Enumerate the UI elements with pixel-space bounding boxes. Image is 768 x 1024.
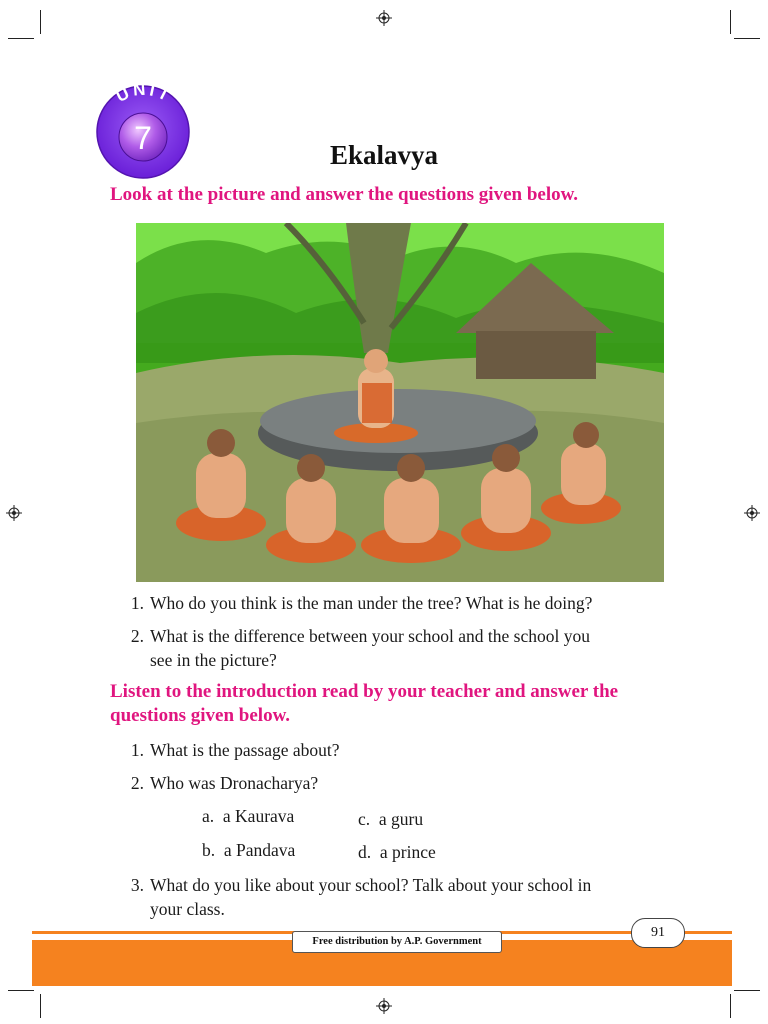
question-number: 2. xyxy=(130,773,144,793)
question-number: 2. xyxy=(130,626,144,646)
illustration-image xyxy=(136,223,664,582)
list-item xyxy=(122,873,662,921)
option-text: a prince xyxy=(379,842,436,862)
question-text: What do you like about your school? Talk about your school in xyxy=(150,875,592,895)
registration-mark-icon xyxy=(6,505,22,521)
option-letter: b. xyxy=(202,840,216,860)
question-text: What is the passage about? xyxy=(150,740,340,760)
crop-mark xyxy=(40,994,41,1018)
crop-mark xyxy=(8,990,34,991)
crop-mark xyxy=(734,990,760,991)
page-number: 91 xyxy=(631,918,685,948)
crop-mark xyxy=(734,38,760,39)
section1-heading: Look at the picture and answer the questions given below. xyxy=(110,184,579,205)
question-number: 1. xyxy=(130,740,144,760)
question-text: your class. xyxy=(150,899,225,919)
list-item xyxy=(122,624,662,672)
option-text: a Pandava xyxy=(223,840,296,860)
list-item xyxy=(122,591,662,615)
list-item xyxy=(122,771,662,795)
section2-heading: questions given below. xyxy=(110,705,291,726)
crop-mark xyxy=(40,10,41,34)
option-d xyxy=(358,842,436,863)
crop-mark xyxy=(730,994,731,1018)
registration-mark-icon xyxy=(744,505,760,521)
section2-heading: Listen to the introduction read by your teacher and answer the xyxy=(110,681,619,702)
option-a xyxy=(202,806,294,827)
option-c xyxy=(358,809,423,830)
list-item xyxy=(122,738,662,762)
footer-distribution-label: Free distribution by A.P. Government xyxy=(292,931,502,953)
question-text: Who was Dronacharya? xyxy=(150,773,319,793)
registration-mark-icon xyxy=(376,10,392,26)
unit-number: 7 xyxy=(134,120,152,156)
crop-mark xyxy=(730,10,731,34)
question-text: see in the picture? xyxy=(150,650,277,670)
question-text: Who do you think is the man under the tree? What is he doing? xyxy=(150,593,593,613)
option-letter: d. xyxy=(358,842,372,862)
option-letter: a. xyxy=(202,806,215,826)
page-title: Ekalavya xyxy=(329,140,439,170)
option-text: a Kaurava xyxy=(222,806,295,826)
question-number: 1. xyxy=(130,593,144,613)
unit-label: UNIT xyxy=(112,83,176,107)
question-number: 3. xyxy=(130,875,144,895)
option-letter: c. xyxy=(358,809,371,829)
registration-mark-icon xyxy=(376,998,392,1014)
option-b xyxy=(202,840,295,861)
question-text: What is the difference between your school and the school you xyxy=(150,626,590,646)
option-text: a guru xyxy=(378,809,424,829)
crop-mark xyxy=(8,38,34,39)
